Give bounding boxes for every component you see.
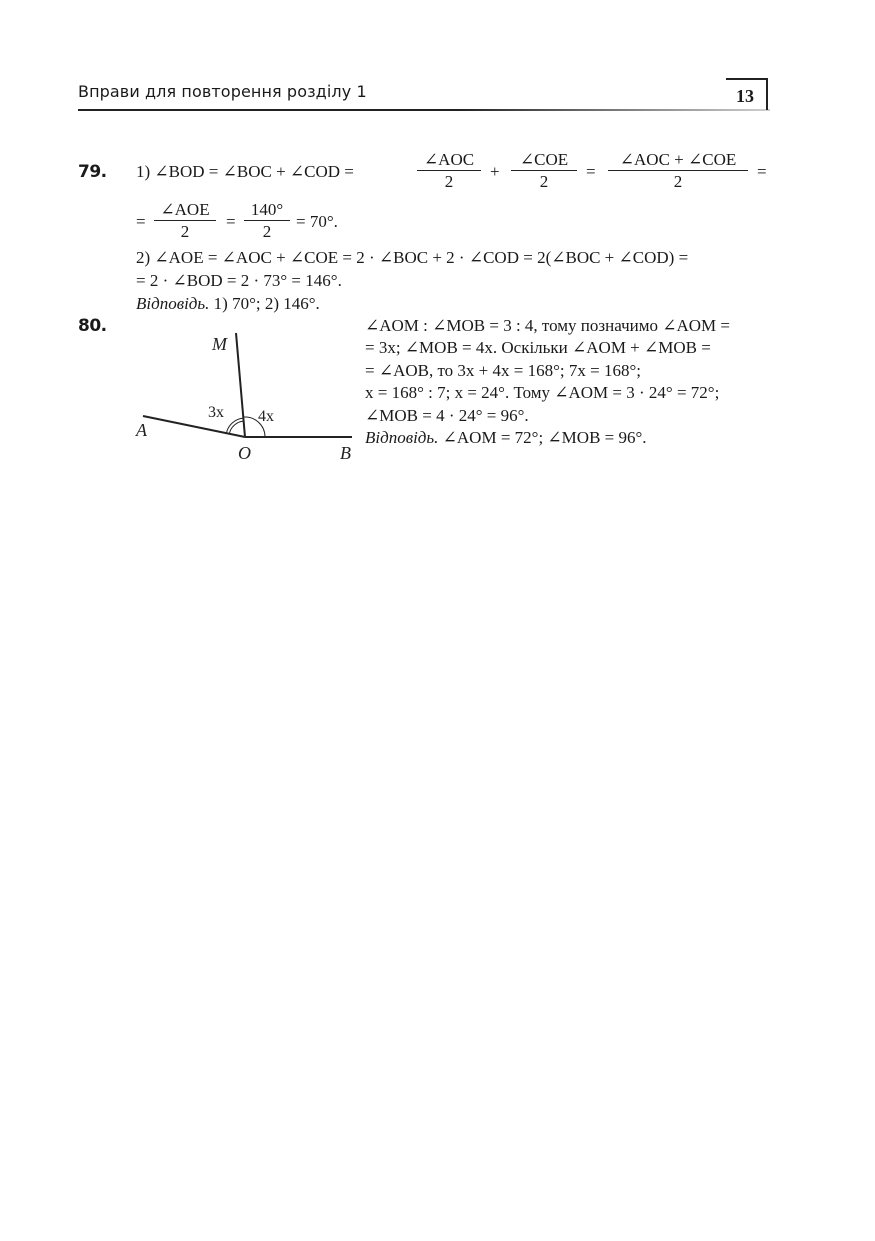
- label-b: B: [340, 443, 351, 463]
- label-m: M: [212, 334, 227, 354]
- ex79-equals-2: =: [226, 212, 236, 231]
- arc-3x-inner: [229, 421, 243, 434]
- ex79-line2-suffix: = 70°.: [296, 212, 338, 231]
- label-3x: 3x: [208, 404, 224, 421]
- fraction-denominator: 2: [673, 172, 683, 191]
- ex79-equals: =: [586, 162, 596, 181]
- ex80-line3: = ∠AOB, то 3x + 4x = 168°; 7x = 168°;: [365, 361, 641, 380]
- ex80-line1: ∠AOM : ∠MOB = 3 : 4, тому позначимо ∠AOM =: [365, 316, 730, 335]
- fraction-numerator: 140°: [244, 200, 290, 221]
- page-number: 13: [736, 86, 754, 106]
- ex79-plus: +: [490, 162, 500, 181]
- label-a: A: [136, 420, 147, 440]
- ex79-fraction-coe: [511, 150, 577, 193]
- answer-text: 1) 70°; 2) 146°.: [213, 294, 320, 313]
- ex79-answer: [136, 294, 320, 314]
- fraction-denominator: 2: [444, 172, 454, 191]
- ex79-line2-prefix: =: [136, 212, 146, 231]
- ex80-line5: ∠MOB = 4 · 24° = 96°.: [365, 406, 529, 425]
- ex79-fraction-140: [244, 200, 290, 243]
- ex79-fraction-sum: [608, 150, 748, 193]
- ex79-equals-end: =: [757, 162, 767, 181]
- exercise-79-number: 79.: [78, 162, 107, 182]
- ex80-line2: = 3x; ∠MOB = 4x. Оскільки ∠AOM + ∠MOB =: [365, 338, 711, 357]
- fraction-denominator: 2: [539, 172, 549, 191]
- ex80-line4: x = 168° : 7; x = 24°. Тому ∠AOM = 3 · 24° = 72°;: [365, 383, 720, 402]
- arc-3x-outer: [226, 418, 243, 433]
- fraction-numerator: ∠AOC: [417, 150, 481, 171]
- fraction-numerator: ∠COE: [511, 150, 577, 171]
- ex79-line3: 2) ∠AOE = ∠AOC + ∠COE = 2 · ∠BOC + 2 · ∠COD = 2(∠BOC + ∠COD) =: [136, 248, 689, 267]
- answer-text: ∠AOM = 72°; ∠MOB = 96°.: [442, 428, 647, 447]
- label-o: O: [238, 443, 251, 463]
- ex79-fraction-aoe: [154, 200, 216, 243]
- label-4x: 4x: [258, 408, 274, 425]
- header-rule: [78, 109, 770, 111]
- answer-label: Відповідь.: [136, 294, 210, 313]
- fraction-denominator: 2: [180, 222, 190, 241]
- running-header-title: Вправи для повторення розділу 1: [78, 82, 367, 101]
- ex79-line4: = 2 · ∠BOD = 2 · 73° = 146°.: [136, 271, 342, 290]
- ex79-line1-prefix: 1) ∠BOD = ∠BOC + ∠COD =: [136, 162, 354, 181]
- answer-label: Відповідь.: [365, 428, 439, 447]
- angle-figure: [130, 325, 360, 470]
- fraction-numerator: ∠AOE: [154, 200, 216, 221]
- exercise-80-number: 80.: [78, 316, 107, 336]
- ex80-answer: [365, 428, 647, 448]
- ex79-fraction-aoc: [417, 150, 481, 193]
- fraction-numerator: ∠AOC + ∠COE: [608, 150, 748, 171]
- fraction-denominator: 2: [262, 222, 272, 241]
